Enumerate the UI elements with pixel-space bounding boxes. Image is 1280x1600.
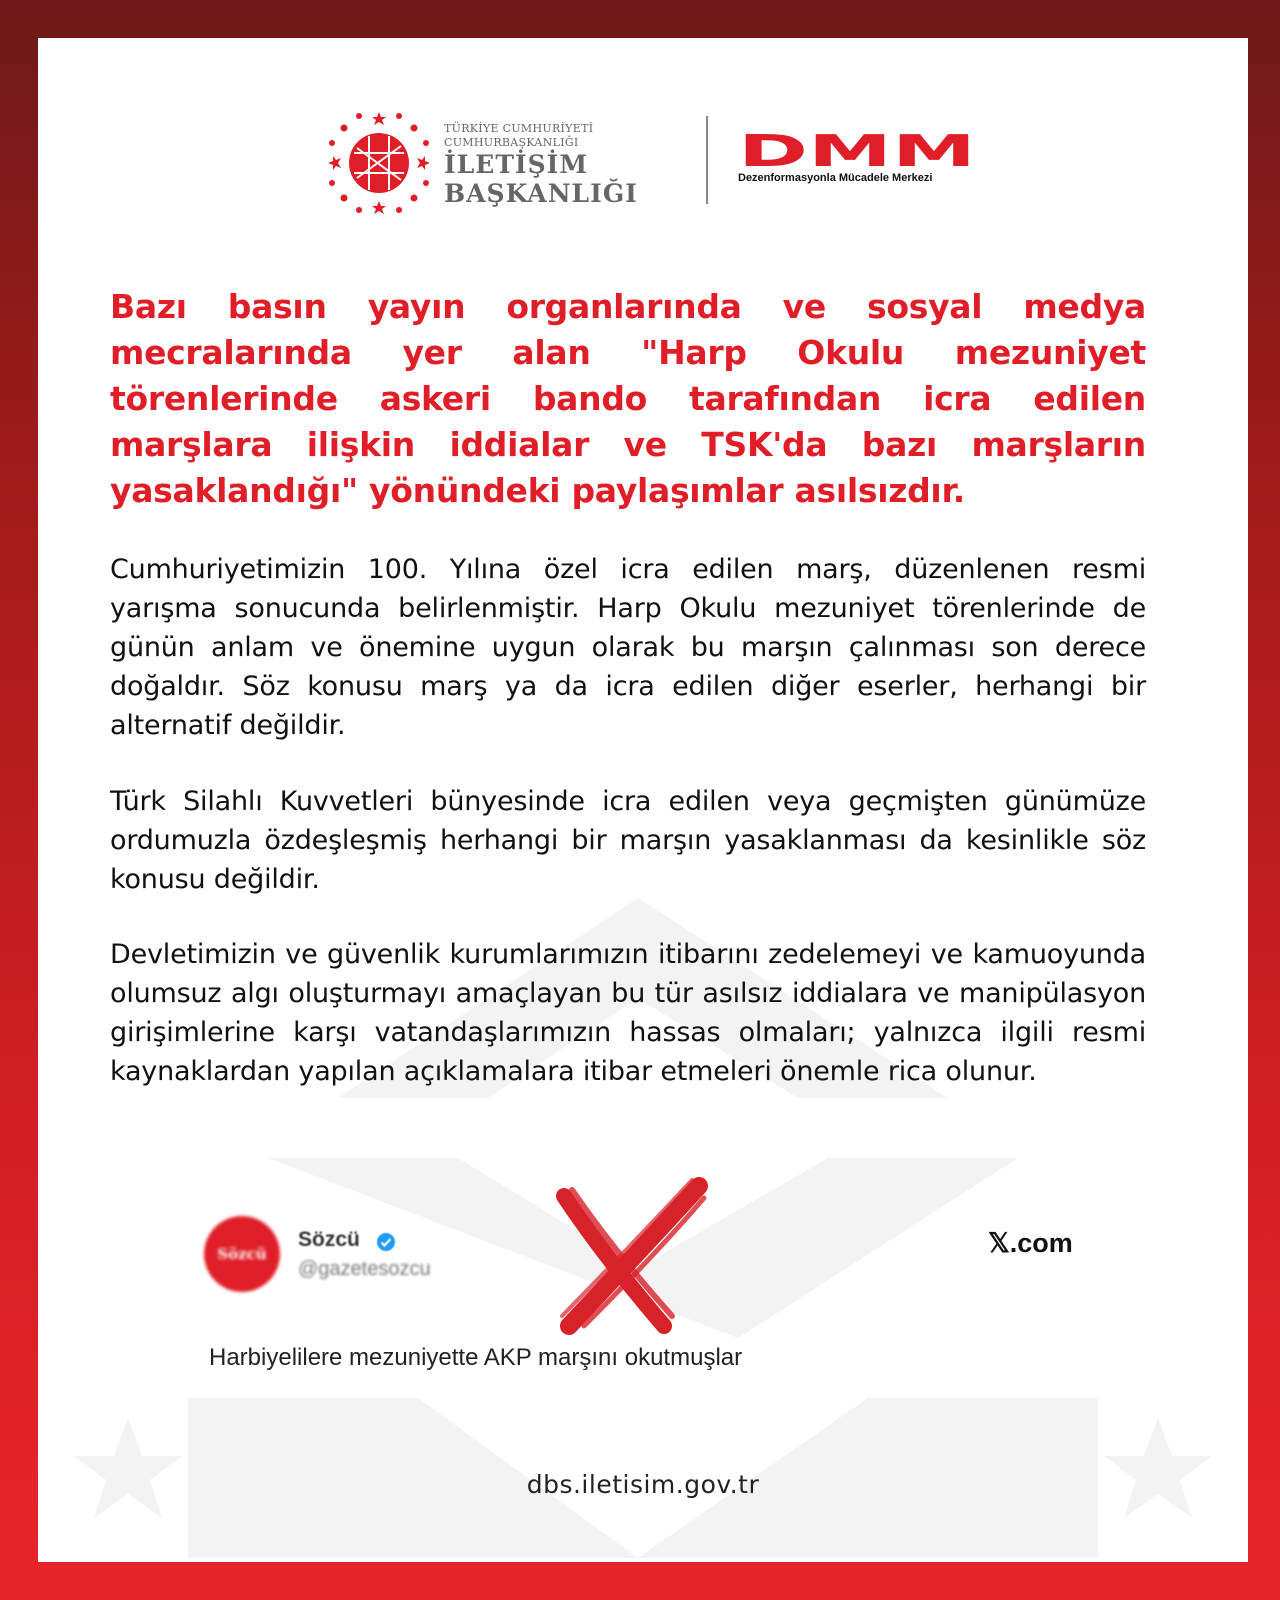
avatar: Sözcü (204, 1216, 280, 1292)
institution-line-2: CUMHURBAŞKANLIĞI (444, 136, 579, 149)
tweet-author-name: Sözcü (298, 1228, 360, 1251)
tweet-caption: Harbiyelilere mezuniyette AKP marşını okutmuşlar (209, 1344, 743, 1371)
dmm-title: DMM (738, 130, 976, 170)
dmm-wordmark (738, 130, 978, 170)
star-emblem-icon (324, 108, 434, 218)
headline: Bazı basın yayın organlarında ve sosyal medya mecralarında yer alan "Harp Okulu mezuniyet törenlerinde askeri bando tarafından icra edilen marşlara ilişkin iddialar ve TSK'da bazı marşların yasaklandığı" yönündeki paylaşımlar asılsızdır. (110, 287, 1146, 510)
institution-line-4: BAŞKANLIĞI (444, 179, 638, 208)
logo-divider (706, 116, 708, 204)
tweet-source: 𝕏.com (988, 1228, 1073, 1258)
header-logos (324, 108, 1004, 268)
institution-line-1: TÜRKİYE CUMHURİYETİ (444, 122, 594, 135)
paragraph-1: Cumhuriyetimizin 100. Yılına özel icra edilen marş, düzenlenen resmi yarışma sonucunda belirlenmiştir. Harp Okulu mezuniyet törenlerinde de günün anlam ve önemine uygun olarak bu marşın çalınması son derece doğaldır. Söz konusu marş ya da icra edilen diğer eserler, herhangi bir alternatif değildir. (110, 554, 1146, 741)
tweet-handle: @gazetesozcu (298, 1258, 431, 1280)
footer-url: dbs.iletisim.gov.tr (526, 1470, 760, 1499)
institution-name (444, 122, 638, 208)
dmm-subtitle: Dezenformasyonla Mücadele Merkezi (738, 172, 933, 184)
paragraph-3: Devletimizin ve güvenlik kurumlarımızın itibarını zedelemeyi ve kamuoyunda olumsuz algı oluşturmayı amaçlayan bu tür asılsız iddialara ve manipülasyon girişimlerine karşı vatandaşlarımızın hassas olmaları; yalnızca ilgili resmi kaynaklardan yapılan açıklamalara itibar etmeleri önemle rica olunur. (110, 939, 1146, 1087)
paragraph-2: Türk Silahlı Kuvvetleri bünyesinde icra edilen veya geçmişten günümüze ordumuzla özdeşleşmiş herhangi bir marşın yasaklanması da kesinlikle söz konusu değildir. (110, 786, 1146, 895)
institution-line-3: İLETİŞİM (444, 150, 589, 179)
dmm-logo (738, 130, 978, 184)
verified-badge-icon (376, 1232, 396, 1252)
tweet-preview (204, 1216, 1104, 1336)
red-x-mark-icon (544, 1176, 714, 1336)
statement-card (38, 38, 1248, 1562)
